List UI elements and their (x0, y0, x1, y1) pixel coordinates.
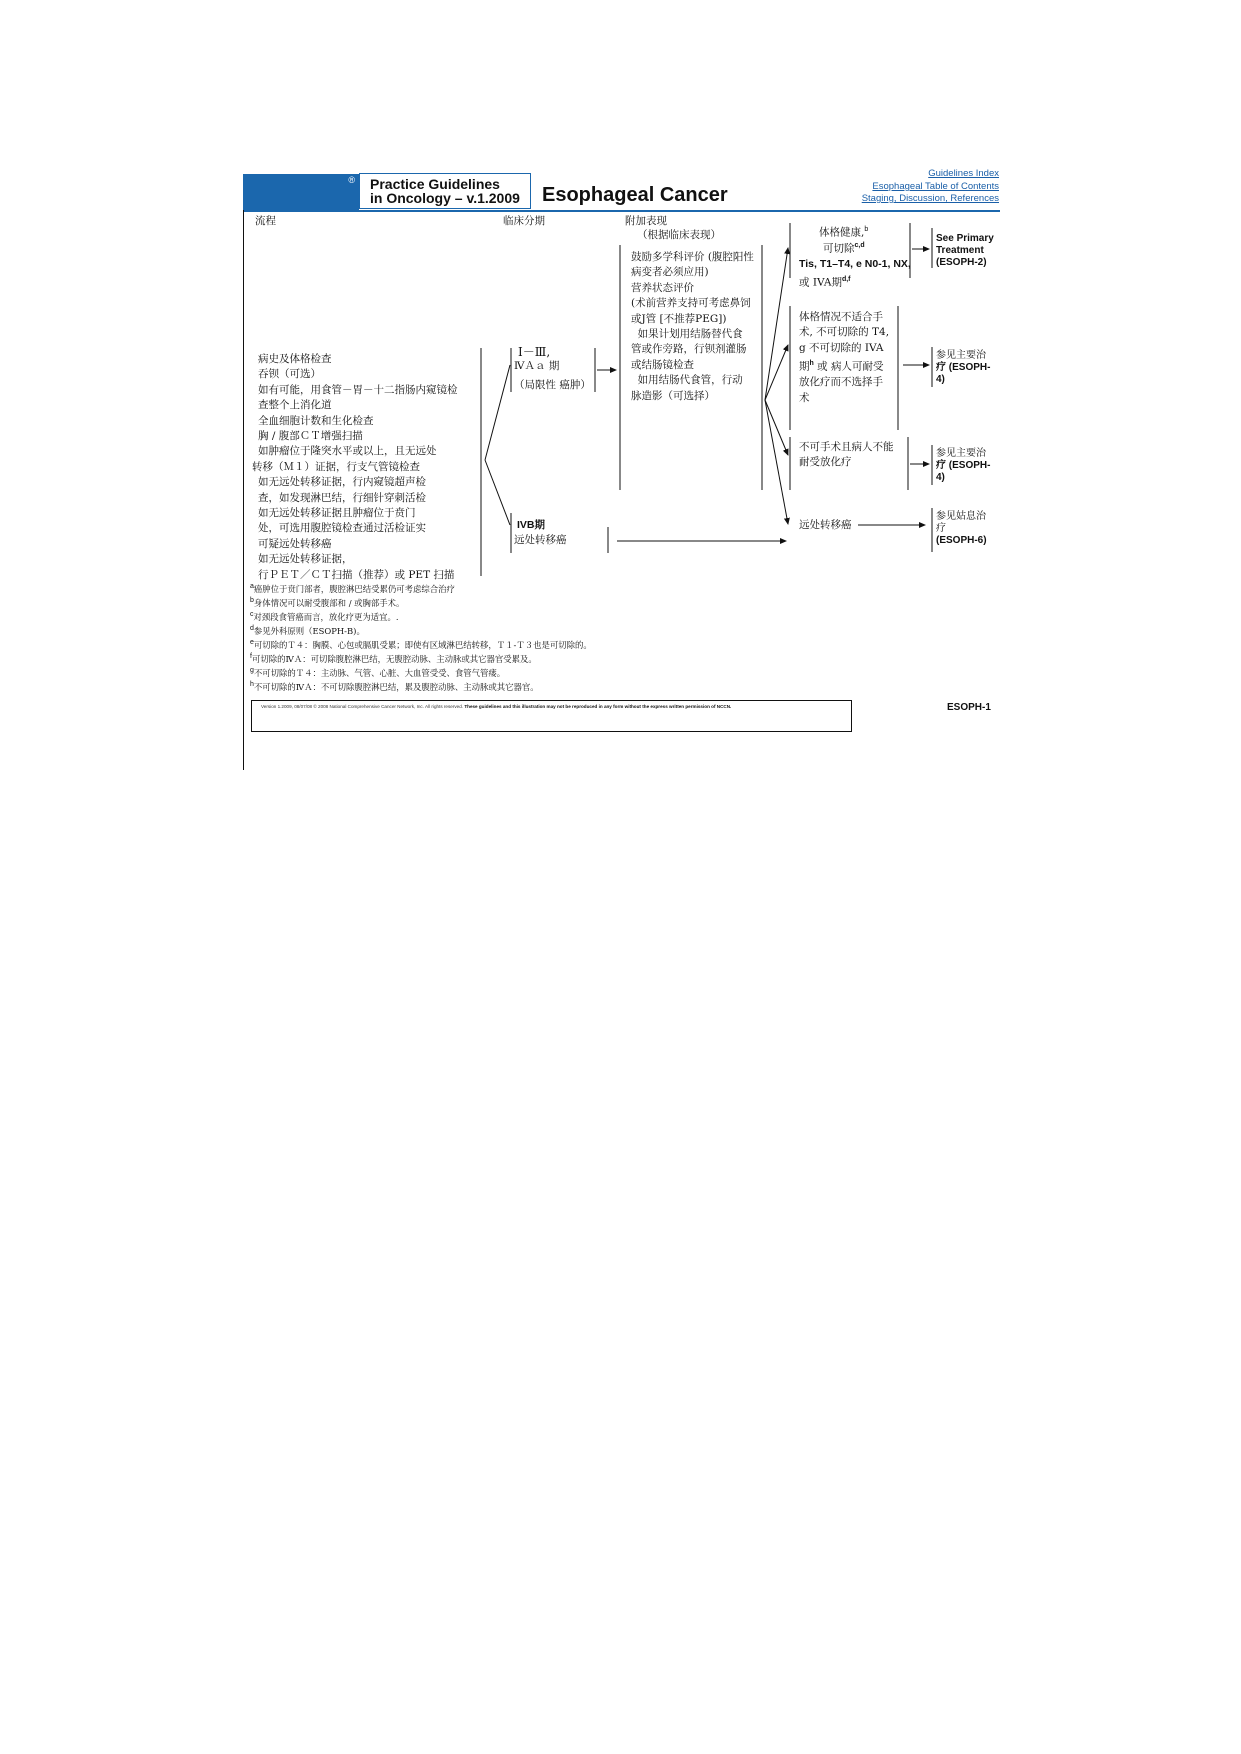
footnote-mark: d (250, 625, 254, 632)
unfit-line: 体格情况不适合手 (799, 311, 883, 323)
workup-line: 如无远处转移证据， (258, 553, 353, 566)
treatment-primary-en-line: Treatment (936, 245, 984, 256)
fit-text-1: 体格健康, (819, 226, 865, 239)
unfit-line: 术, 不可切除的 T4, (799, 326, 890, 339)
fit-sup-2: c,d (854, 241, 865, 249)
column-additional-eval: 附加表现 (625, 215, 667, 227)
workup-line: 查，如发现淋巴结，行细针穿刺活检 (258, 491, 426, 504)
link-guidelines-index[interactable]: Guidelines Index (928, 168, 999, 179)
treatment-cn-b-line: 疗 (ESOPH- (936, 460, 991, 471)
footnote-mark: c (250, 611, 254, 618)
column-clinical-stage: 临床分期 (503, 215, 545, 227)
treatment-primary-en[interactable] (936, 233, 994, 269)
workup-line: 如有可能，用食管－胃－十二指肠内窥镜检 (258, 383, 458, 396)
footnote (250, 637, 592, 651)
footnote (250, 623, 592, 637)
unfit-text-4: 期 (799, 360, 810, 373)
treatment-palliative[interactable] (936, 511, 987, 547)
fit-line-4 (799, 272, 911, 291)
footer-version: Version 1.2009, 08/07/08 © 2008 National Comprehensive Cancer Network, Inc. All rights reserved. (261, 704, 464, 709)
footer-box (251, 700, 852, 732)
footnote-mark: h (250, 681, 254, 688)
footnote-text: 身体情况可以耐受腹部和 / 或胸部手术。 (253, 597, 405, 608)
fan-line-3 (765, 400, 788, 455)
practice-line-2: in Oncology – v.1.2009 (370, 190, 520, 206)
stage-localized-line2: ⅣＡａ 期 (514, 360, 560, 372)
stage-metastatic-line2: 远处转移癌 (514, 534, 567, 546)
additional-line: 鼓励多学科评价 (腹腔阳性 (631, 251, 754, 263)
unfit-line: 术 (799, 391, 810, 404)
treatment-primary-cn-b[interactable] (936, 448, 990, 484)
footnote-text: 对颈段食管癌而言，放化疗更为适宜。. (253, 611, 399, 622)
practice-line-1: Practice Guidelines (370, 176, 500, 192)
outcome-unfit (799, 310, 889, 406)
footnote (250, 651, 592, 665)
workup-line: 查整个上消化道 (258, 399, 332, 412)
treatment-palliative-line: 参见姑息治 (936, 511, 986, 522)
footnote (250, 581, 592, 595)
footnote-text: 参见外科原则（ESOPH-B)。 (253, 625, 365, 636)
column-additional-eval-sub: （根据临床表现） (637, 229, 721, 241)
fan-line-1 (765, 248, 788, 400)
additional-line: 管或作旁路，行钡剂灌肠 (631, 343, 747, 356)
treatment-cn-a-line: 疗 (ESOPH- (936, 362, 991, 373)
outcome-mets: 远处转移癌 (799, 519, 852, 531)
workup-line: 胸 / 腹部ＣＴ增强扫描 (258, 430, 363, 443)
registered-mark: ® (348, 175, 355, 185)
fit-sup-4: d,f (841, 276, 851, 284)
treatment-palliative-line: 疗 (936, 523, 946, 534)
footnote-text: 不可切除的ⅣＡ：不可切除腹腔淋巴结，累及腹腔动脉、主动脉或其它器官。 (253, 681, 539, 692)
workup-line: 处，可选用腹腔镜检查通过活检证实 (258, 522, 426, 535)
workup-line: 如肿瘤位于隆突水平或以上，且无远处 (258, 445, 437, 458)
unfit-line: 放化疗而不选择手 (799, 376, 883, 389)
additional-line: 营养状态评价 (631, 281, 694, 294)
stage-localized-line3: （局限性 癌肿） (514, 379, 591, 391)
workup-line: 吞钡（可选） (258, 368, 321, 381)
additional-line: 脉造影（可选择） (631, 389, 715, 402)
additional-line: 或结肠镜检查 (631, 358, 694, 371)
workup-line: 如无远处转移证据，行内窥镜超声检 (258, 476, 426, 489)
footnote-text: 可切除的Ｔ４：胸膜、心包或膈肌受累；即使有区域淋巴结转移，Ｔ１-Ｔ３也是可切除的。 (253, 639, 592, 650)
page-code: ESOPH-1 (947, 702, 991, 713)
footnote (250, 609, 592, 623)
unfit-line-4 (799, 356, 889, 375)
additional-line: 或J管 [不推荐PEG]) (631, 312, 727, 325)
outcome-nosurgery (799, 440, 894, 471)
unfit-sup-4: h (809, 360, 814, 368)
workup-line: 转移（Ｍ１）证据，行支气管镜检查 (252, 460, 420, 473)
treatment-palliative-line: (ESOPH-6) (936, 535, 987, 546)
fit-text-4: 或 IVA期 (799, 276, 842, 289)
footnote (250, 665, 592, 679)
unfit-line: g 不可切除的 IVA (799, 341, 884, 354)
footnote-text: 不可切除的Ｔ４：主动脉、气管、心脏、大血管受受、食管气管瘘。 (253, 667, 506, 678)
fit-text-2: 可切除 (823, 242, 855, 255)
nosurg-line: 耐受放化疗 (799, 456, 852, 469)
footnotes (250, 581, 592, 693)
footnote-mark: f (250, 653, 252, 660)
treatment-cn-b-line: 4) (936, 472, 945, 483)
stage-metastatic-line1: IVB期 (517, 519, 546, 531)
treatment-cn-a-line: 参见主要治 (936, 350, 986, 361)
fit-sup-1: b (864, 226, 869, 233)
footnote (250, 595, 592, 609)
page-title: Esophageal Cancer (542, 184, 728, 206)
unfit-text-4-rest: 或 病人可耐受 (813, 360, 884, 373)
additional-line: (术前营养支持可考虑鼻饲 (631, 297, 751, 310)
additional-line: 如果计划用结肠替代食 (631, 328, 743, 341)
footnote-mark: a (250, 583, 254, 590)
treatment-cn-a-line: 4) (936, 374, 945, 385)
treatment-cn-b-line: 参见主要治 (936, 448, 986, 459)
footnote-mark: e (250, 639, 254, 646)
column-workup: 流程 (255, 215, 276, 227)
workup-line: 行ＰＥＴ／ＣＴ扫描（推荐）或 PET 扫描 (258, 568, 455, 581)
nosurg-line: 不可手术且病人不能 (799, 441, 894, 453)
split-line-upper (485, 365, 510, 460)
footnote-text: 可切除的ⅣＡ：可切除腹腔淋巴结，无腹腔动脉、主动脉或其它器官受累及。 (251, 653, 537, 664)
footnote-mark: g (250, 667, 254, 674)
split-line-lower (485, 460, 510, 525)
link-table-of-contents[interactable]: Esophageal Table of Contents (872, 181, 999, 192)
additional-line: 如用结肠代食管，行动 (631, 374, 743, 387)
footnote-mark: b (250, 597, 254, 604)
treatment-primary-en-line: See Primary (936, 233, 994, 244)
link-staging-discussion[interactable]: Staging, Discussion, References (861, 193, 999, 204)
fan-line-4 (765, 400, 788, 524)
stage-localized-line1: Ⅰ－Ⅲ, (518, 345, 551, 359)
workup-line: 可疑远处转移癌 (258, 537, 332, 550)
outcome-fit (799, 222, 911, 291)
additional-eval-list (631, 250, 754, 404)
footnote-text: 癌肿位于贲门部者，腹腔淋巴结受累仍可考虑综合治疗 (253, 583, 455, 594)
footer-notice: These guidelines and this illustration may not be reproduced in any form without the express written permission of NCCN. (464, 704, 732, 709)
workup-line: 如无远处转移证据且肿瘤位于贲门 (258, 507, 416, 520)
treatment-primary-cn-a[interactable] (936, 350, 990, 386)
treatment-primary-en-line: (ESOPH-2) (936, 257, 987, 268)
fan-line-2 (765, 345, 788, 400)
fit-line-3: Tis, T1–T4, e N0-1, NX, (799, 257, 911, 270)
footer-text (261, 704, 731, 709)
workup-line: 全血细胞计数和生化检查 (258, 414, 374, 427)
footnote (250, 679, 592, 693)
additional-line: 病变者必须应用) (631, 266, 709, 279)
workup-line: 病史及体格检查 (258, 353, 332, 365)
